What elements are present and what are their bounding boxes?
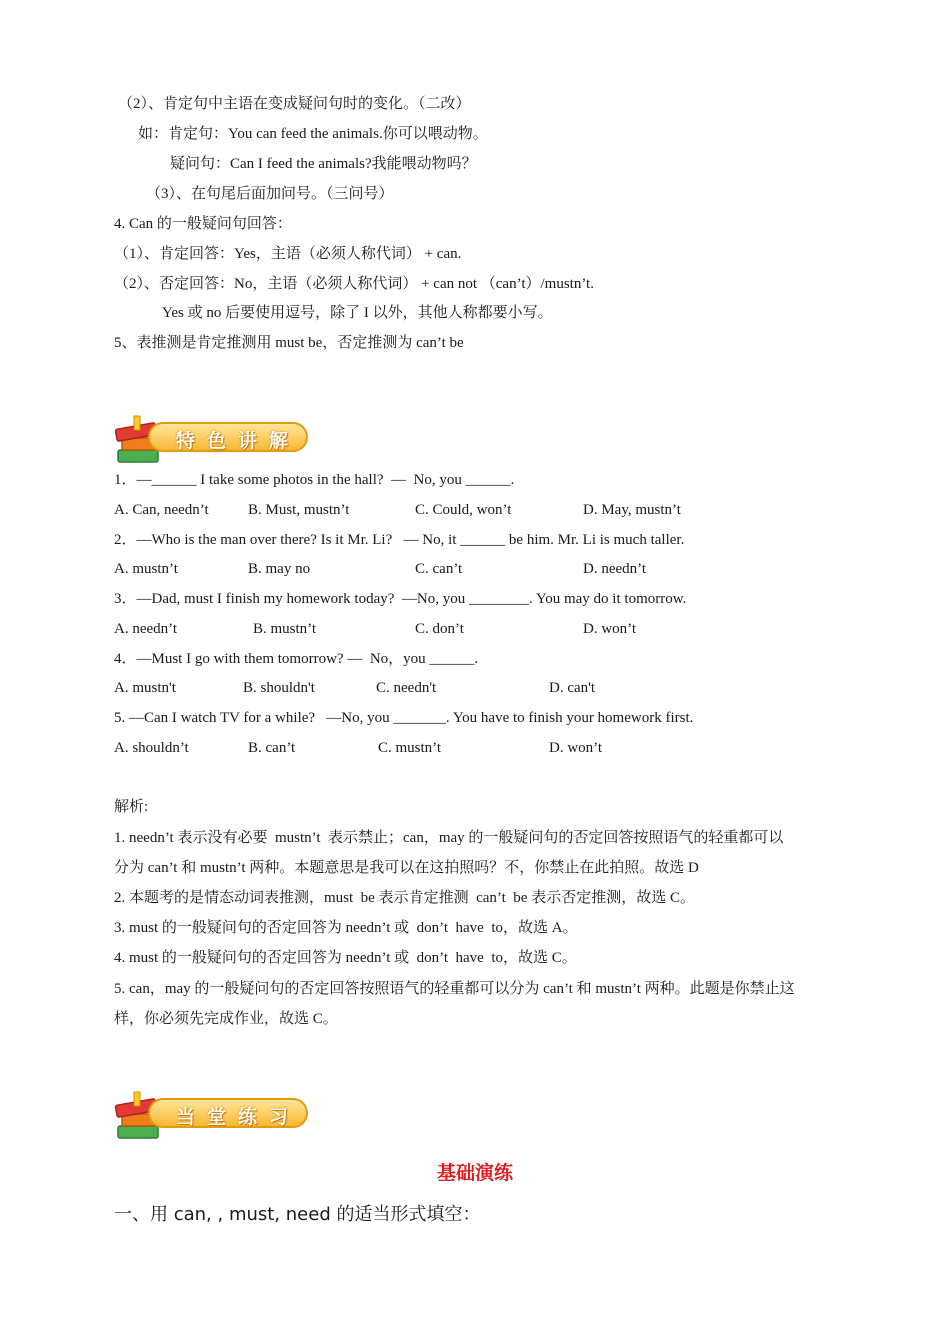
question-2: 2．—Who is the man over there? Is it Mr. Li? — No, it ______ be him. Mr. Li is much taller. (114, 532, 685, 548)
q2-option-d: D. needn’t (583, 561, 647, 577)
analysis-4: 4. must 的一般疑问句的否定回答为 needn’t 或 don’t have to，故选 C。 (114, 950, 577, 966)
question-4: 4．—Must I go with them tomorrow? — No，you ______. (114, 651, 479, 667)
intro-line-3: 疑问句：Can I feed the animals?我能喂动物吗？ (170, 156, 477, 172)
q3-option-c: C. don’t (415, 621, 464, 637)
q4-option-a: A. mustn't (114, 680, 176, 696)
q4-option-d: D. can't (549, 680, 596, 696)
q4-option-c: C. needn't (376, 680, 437, 696)
q3-option-d: D. won’t (583, 621, 637, 637)
q3-option-a: A. needn’t (114, 621, 178, 637)
question-5: 5. —Can I watch TV for a while? —No, you _______. You have to finish your homework first. (114, 710, 694, 726)
analysis-5b: 样，你必须先完成作业，故选 C。 (114, 1011, 338, 1027)
analysis-1b: 分为 can’t 和 mustn’t 两种。本题意思是我可以在这拍照吗？不，你禁止在此拍照。故选 D (114, 860, 699, 876)
intro-line-4: （3）、在句尾后面加问号。（三问号） (146, 186, 394, 202)
q5-option-c: C. mustn’t (378, 740, 442, 756)
q1-option-c: C. Could, won’t (415, 502, 512, 518)
feature-explanation-banner (114, 414, 314, 464)
analysis-1a: 1. needn’t 表示没有必要 mustn’t 表示禁止；can，may 的一般疑问句的否定回答按照语气的轻重都可以 (114, 830, 784, 846)
analysis-3: 3. must 的一般疑问句的否定回答为 needn’t 或 don’t have to，故选 A。 (114, 920, 578, 936)
q1-option-b: B. Must, mustn’t (248, 502, 350, 518)
question-1: 1．—______ I take some photos in the hall? — No, you ______. (114, 472, 515, 488)
q2-option-a: A. mustn’t (114, 561, 178, 577)
banner-label: 特色讲解 (176, 430, 301, 452)
analysis-title: 解析: (114, 799, 149, 815)
intro-line-9: 5、表推测是肯定推测用 must be，否定推测为 can’t be (114, 335, 464, 351)
question-3: 3．—Dad, must I finish my homework today? —No, you ________. You may do it tomorrow. (114, 591, 687, 607)
intro-line-1: （2）、肯定句中主语在变成疑问句时的变化。（二改） (118, 96, 471, 112)
q1-option-d: D. May, mustn’t (583, 502, 681, 518)
q2-option-b: B. may no (248, 561, 311, 577)
intro-line-2: 如：肯定句：You can feed the animals.你可以喂动物。 (138, 126, 488, 142)
intro-line-7: （2）、否定回答：No，主语（必须人称代词） + can not （can’t）/mustn’t. (114, 276, 594, 292)
q1-option-a: A. Can, needn’t (114, 502, 209, 518)
practice-title: 基础演练 (436, 1162, 513, 1184)
q5-option-b: B. can’t (248, 740, 296, 756)
q5-option-d: D. won’t (549, 740, 603, 756)
section-heading: 一、用 can, , must, need 的适当形式填空： (114, 1204, 481, 1225)
banner-label: 当堂练习 (176, 1106, 301, 1128)
q4-option-b: B. shouldn't (243, 680, 315, 696)
q5-option-a: A. shouldn’t (114, 740, 189, 756)
analysis-2: 2. 本题考的是情态动词表推测，must be 表示肯定推测 can’t be 表示否定推测，故选 C。 (114, 890, 695, 906)
q3-option-b: B. mustn’t (253, 621, 317, 637)
q2-option-c: C. can’t (415, 561, 463, 577)
intro-line-8: Yes 或 no 后要使用逗号，除了 I 以外，其他人称都要小写。 (162, 305, 553, 321)
intro-line-6: （1）、肯定回答：Yes，主语（必须人称代词） + can. (114, 246, 462, 262)
intro-line-5: 4. Can 的一般疑问句回答： (114, 216, 292, 232)
class-practice-banner (114, 1090, 314, 1140)
analysis-5a: 5. can，may 的一般疑问句的否定回答按照语气的轻重都可以分为 can’t 和 mustn’t 两种。此题是你禁止这 (114, 981, 795, 997)
